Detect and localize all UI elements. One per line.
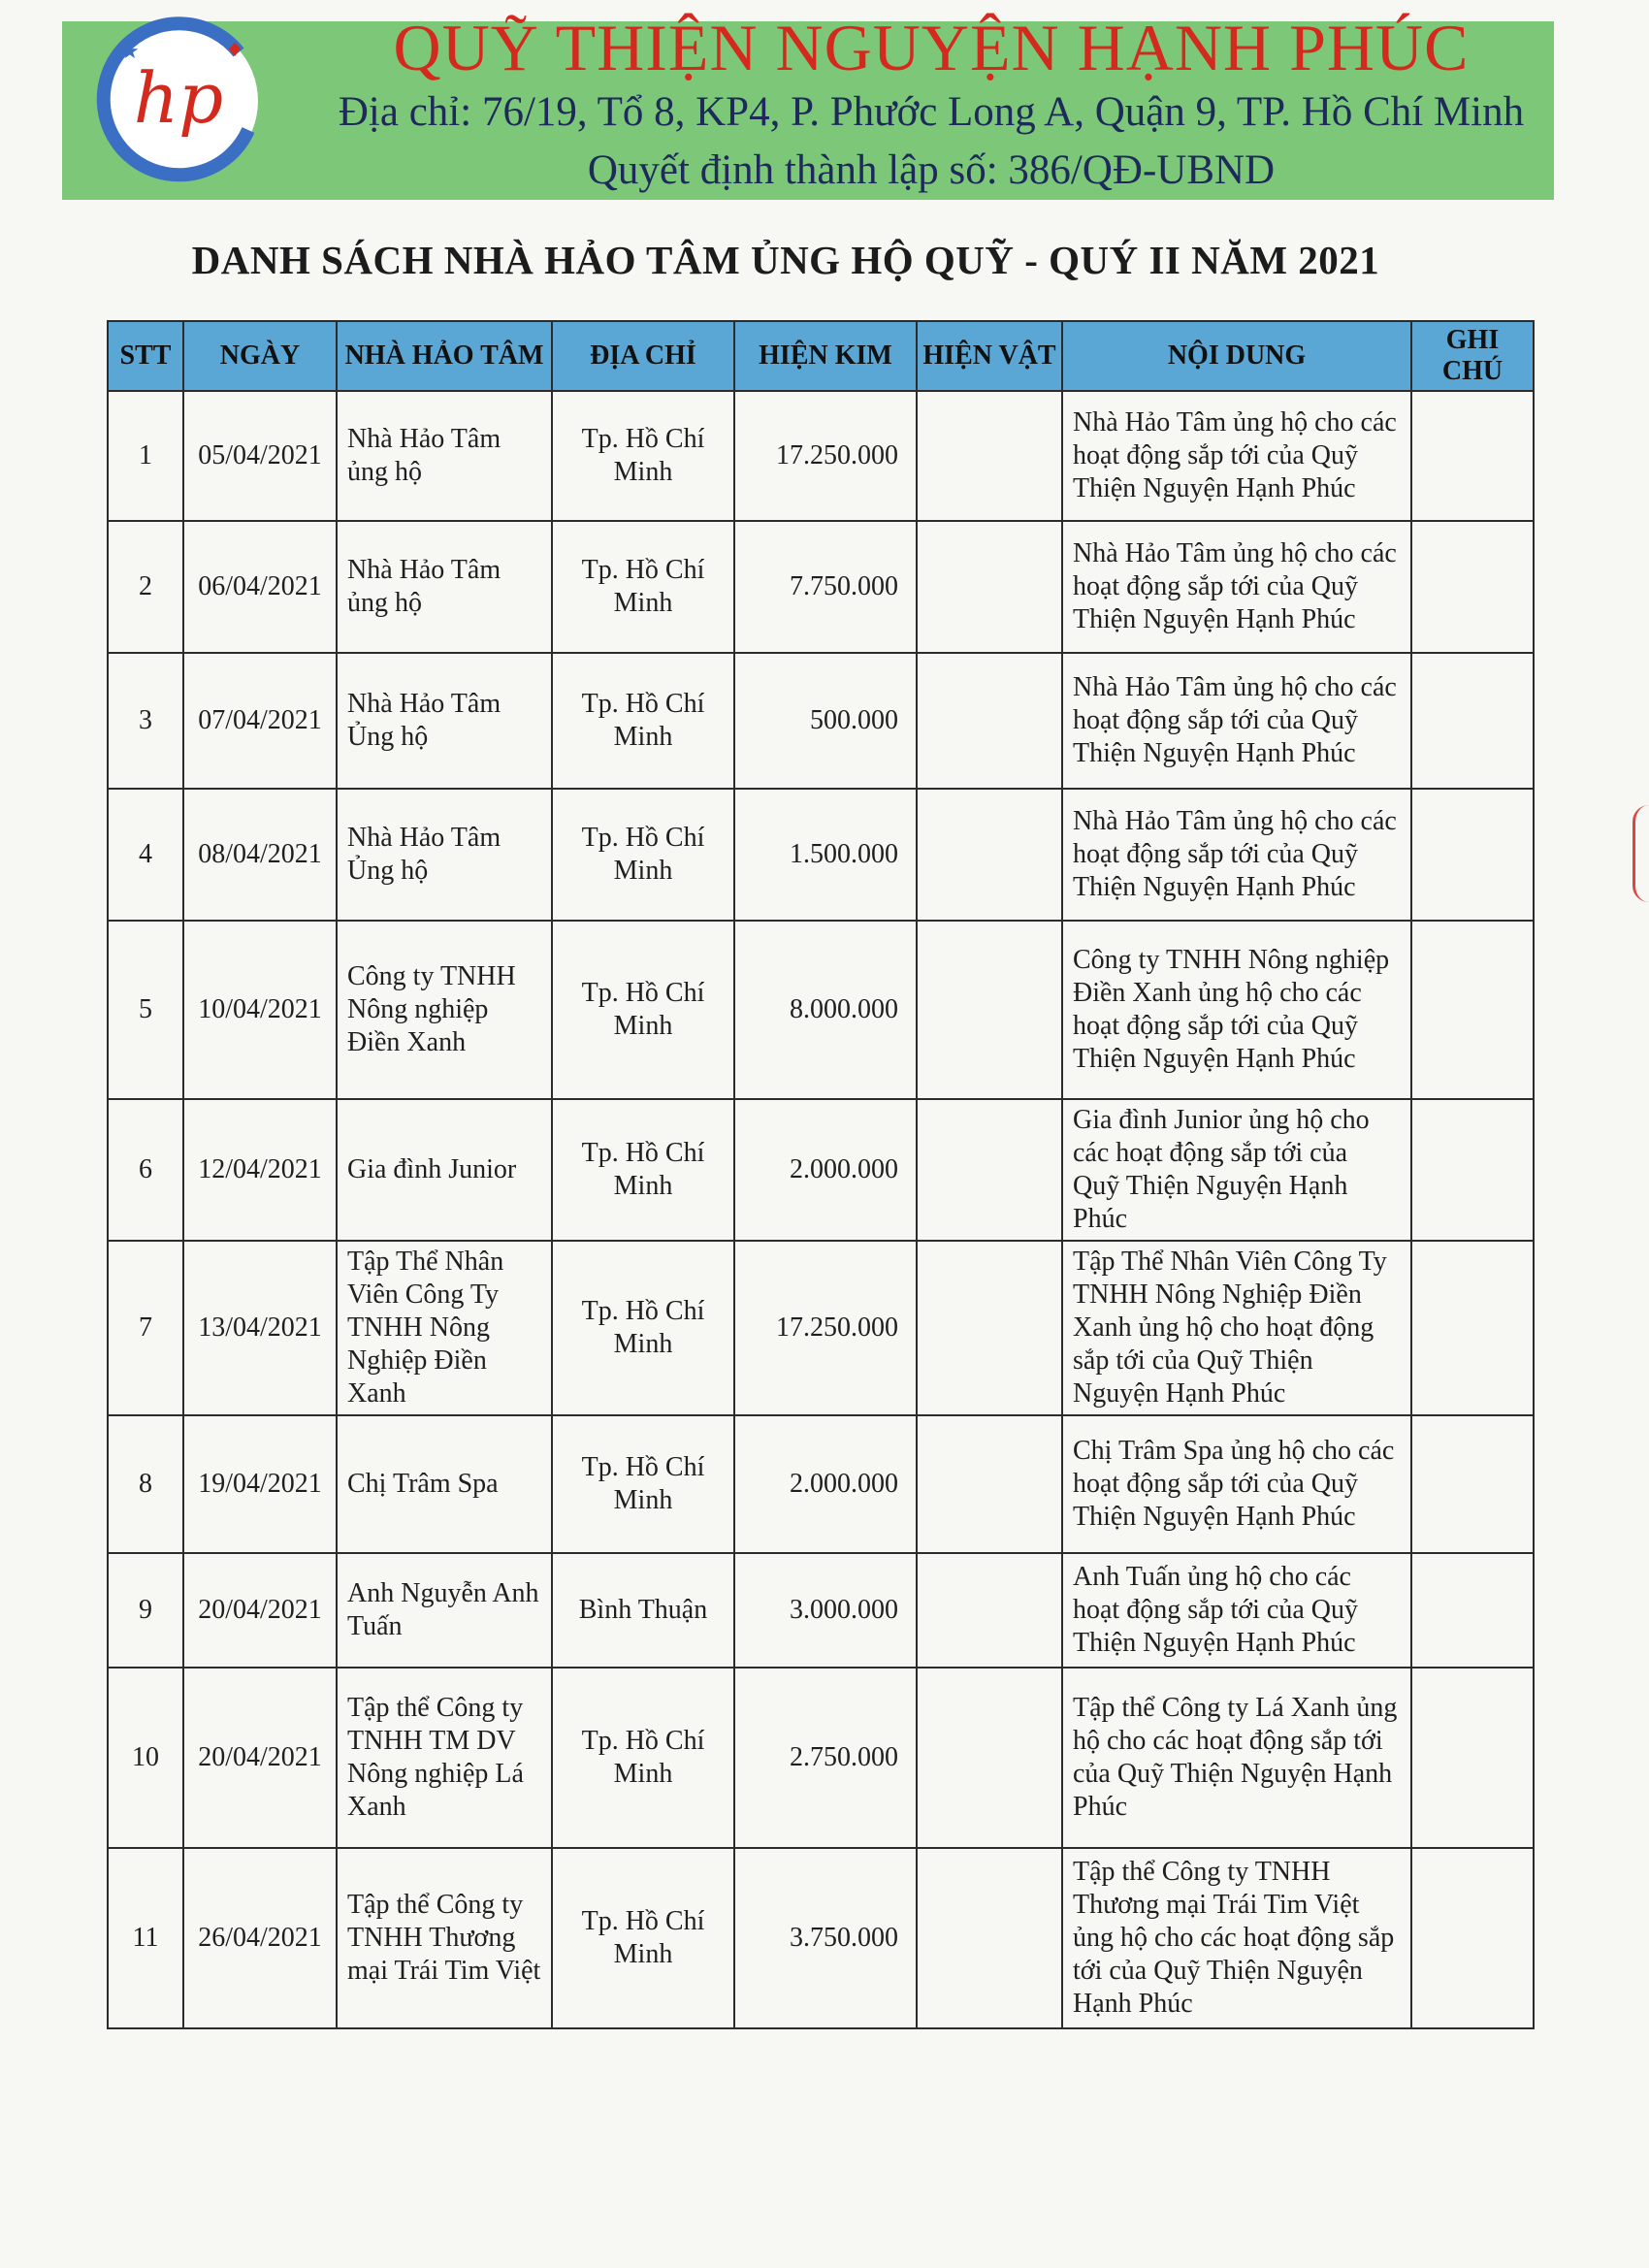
cell-note	[1411, 653, 1534, 789]
table-row	[108, 1553, 1534, 1668]
table-row	[108, 789, 1534, 921]
cell-note	[1411, 521, 1534, 653]
cell-goods	[917, 1553, 1062, 1668]
cell-stt: 8	[108, 1415, 183, 1553]
cell-goods	[917, 1848, 1062, 2028]
cell-donor: Nhà Hảo Tâm ủng hộ	[337, 521, 552, 653]
cell-date: 08/04/2021	[183, 789, 337, 921]
cell-content: Công ty TNHH Nông nghiệp Điền Xanh ủng hộ cho các hoạt động sắp tới của Quỹ Thiện Nguyện Hạnh Phúc	[1062, 921, 1411, 1099]
donor-table	[107, 320, 1535, 2029]
cell-goods	[917, 921, 1062, 1099]
column-header-content: NỘI DUNG	[1062, 321, 1411, 391]
table-row	[108, 653, 1534, 789]
cell-content: Anh Tuấn ủng hộ cho các hoạt động sắp tới của Quỹ Thiện Nguyện Hạnh Phúc	[1062, 1553, 1411, 1668]
organization-address: Địa chỉ: 76/19, Tổ 8, KP4, P. Phước Long A, Quận 9, TP. Hồ Chí Minh	[338, 89, 1525, 135]
cell-cash: 2.750.000	[734, 1668, 917, 1848]
cell-note	[1411, 921, 1534, 1099]
cell-date: 26/04/2021	[183, 1848, 337, 2028]
cell-donor: Nhà Hảo Tâm ủng hộ	[337, 391, 552, 521]
cell-content: Chị Trâm Spa ủng hộ cho các hoạt động sắp tới của Quỹ Thiện Nguyện Hạnh Phúc	[1062, 1415, 1411, 1553]
cell-donor: Tập thể Công ty TNHH TM DV Nông nghiệp Lá Xanh	[337, 1668, 552, 1848]
cell-goods	[917, 391, 1062, 521]
cell-address: Bình Thuận	[552, 1553, 734, 1668]
table-row	[108, 1241, 1534, 1415]
establishment-decision: Quyết định thành lập số: 386/QĐ-UBND	[587, 147, 1276, 193]
document-title: DANH SÁCH NHÀ HẢO TÂM ỦNG HỘ QUỸ - QUÝ II NĂM 2021	[191, 238, 1380, 282]
cell-stt: 11	[108, 1848, 183, 2028]
cell-content: Gia đình Junior ủng hộ cho các hoạt động sắp tới của Quỹ Thiện Nguyện Hạnh Phúc	[1062, 1099, 1411, 1241]
cell-cash: 3.000.000	[734, 1553, 917, 1668]
cell-date: 13/04/2021	[183, 1241, 337, 1415]
cell-note	[1411, 1241, 1534, 1415]
svg-text:hp: hp	[133, 57, 224, 139]
table-body	[108, 391, 1534, 2028]
cell-address: Tp. Hồ Chí Minh	[552, 521, 734, 653]
column-header-date: NGÀY	[183, 321, 337, 391]
column-header-stt: STT	[108, 321, 183, 391]
cell-stt: 1	[108, 391, 183, 521]
cell-date: 19/04/2021	[183, 1415, 337, 1553]
cell-date: 10/04/2021	[183, 921, 337, 1099]
cell-date: 12/04/2021	[183, 1099, 337, 1241]
cell-content: Tập thể Công ty Lá Xanh ủng hộ cho các hoạt động sắp tới của Quỹ Thiện Nguyện Hạnh Phúc	[1062, 1668, 1411, 1848]
table-row	[108, 921, 1534, 1099]
table-row	[108, 391, 1534, 521]
cell-stt: 4	[108, 789, 183, 921]
cell-date: 05/04/2021	[183, 391, 337, 521]
cell-date: 20/04/2021	[183, 1668, 337, 1848]
cell-address: Tp. Hồ Chí Minh	[552, 921, 734, 1099]
cell-stt: 7	[108, 1241, 183, 1415]
donor-table-wrapper	[107, 320, 1533, 2029]
cell-address: Tp. Hồ Chí Minh	[552, 1848, 734, 2028]
cell-goods	[917, 1099, 1062, 1241]
cell-address: Tp. Hồ Chí Minh	[552, 789, 734, 921]
cell-cash: 17.250.000	[734, 1241, 917, 1415]
cell-content: Nhà Hảo Tâm ủng hộ cho các hoạt động sắp tới của Quỹ Thiện Nguyện Hạnh Phúc	[1062, 521, 1411, 653]
cell-stt: 6	[108, 1099, 183, 1241]
cell-cash: 2.000.000	[734, 1415, 917, 1553]
cell-stt: 2	[108, 521, 183, 653]
cell-donor: Gia đình Junior	[337, 1099, 552, 1241]
column-header-note: GHI CHÚ	[1411, 321, 1534, 391]
cell-address: Tp. Hồ Chí Minh	[552, 1415, 734, 1553]
cell-address: Tp. Hồ Chí Minh	[552, 1668, 734, 1848]
table-row	[108, 1668, 1534, 1848]
cell-cash: 3.750.000	[734, 1848, 917, 2028]
cell-stt: 9	[108, 1553, 183, 1668]
cell-address: Tp. Hồ Chí Minh	[552, 391, 734, 521]
cell-stt: 3	[108, 653, 183, 789]
cell-date: 06/04/2021	[183, 521, 337, 653]
cell-note	[1411, 1668, 1534, 1848]
cell-goods	[917, 1241, 1062, 1415]
column-header-address: ĐỊA CHỈ	[552, 321, 734, 391]
cell-note	[1411, 1099, 1534, 1241]
column-header-goods: HIỆN VẬT	[917, 321, 1062, 391]
table-row	[108, 1848, 1534, 2028]
cell-donor: Chị Trâm Spa	[337, 1415, 552, 1553]
cell-goods	[917, 1668, 1062, 1848]
cell-address: Tp. Hồ Chí Minh	[552, 1099, 734, 1241]
column-header-donor: NHÀ HẢO TÂM	[337, 321, 552, 391]
organization-name: QUỸ THIỆN NGUYỆN HẠNH PHÚC	[393, 11, 1470, 84]
cell-donor: Anh Nguyễn Anh Tuấn	[337, 1553, 552, 1668]
cell-date: 20/04/2021	[183, 1553, 337, 1668]
cell-content: Nhà Hảo Tâm ủng hộ cho các hoạt động sắp tới của Quỹ Thiện Nguyện Hạnh Phúc	[1062, 391, 1411, 521]
cell-address: Tp. Hồ Chí Minh	[552, 1241, 734, 1415]
cell-cash: 8.000.000	[734, 921, 917, 1099]
cell-cash: 500.000	[734, 653, 917, 789]
cell-content: Nhà Hảo Tâm ủng hộ cho các hoạt động sắp tới của Quỹ Thiện Nguyện Hạnh Phúc	[1062, 789, 1411, 921]
table-row	[108, 1099, 1534, 1241]
cell-donor: Tập Thể Nhân Viên Công Ty TNHH Nông Nghiệp Điền Xanh	[337, 1241, 552, 1415]
cell-note	[1411, 789, 1534, 921]
cell-content: Tập thể Công ty TNHH Thương mại Trái Tim Việt ủng hộ cho các hoạt động sắp tới của Quỹ Thiện Nguyện Hạnh Phúc	[1062, 1848, 1411, 2028]
cell-address: Tp. Hồ Chí Minh	[552, 653, 734, 789]
table-row	[108, 521, 1534, 653]
column-header-cash: HIỆN KIM	[734, 321, 917, 391]
cell-goods	[917, 521, 1062, 653]
cell-content: Nhà Hảo Tâm ủng hộ cho các hoạt động sắp tới của Quỹ Thiện Nguyện Hạnh Phúc	[1062, 653, 1411, 789]
cell-note	[1411, 1848, 1534, 2028]
table-row	[108, 1415, 1534, 1553]
organization-logo	[93, 14, 268, 188]
cell-cash: 7.750.000	[734, 521, 917, 653]
table-header-row	[108, 321, 1534, 391]
cell-content: Tập Thể Nhân Viên Công Ty TNHH Nông Nghiệp Điền Xanh ủng hộ cho hoạt động sắp tới của Quỹ Thiện Nguyện Hạnh Phúc	[1062, 1241, 1411, 1415]
cell-goods	[917, 1415, 1062, 1553]
cell-cash: 1.500.000	[734, 789, 917, 921]
cell-goods	[917, 789, 1062, 921]
cell-donor: Tập thể Công ty TNHH Thương mại Trái Tim Việt	[337, 1848, 552, 2028]
cell-stt: 5	[108, 921, 183, 1099]
cell-note	[1411, 1415, 1534, 1553]
punch-hole-mark	[1633, 805, 1649, 902]
cell-cash: 2.000.000	[734, 1099, 917, 1241]
cell-donor: Nhà Hảo Tâm Ủng hộ	[337, 653, 552, 789]
cell-goods	[917, 653, 1062, 789]
cell-note	[1411, 391, 1534, 521]
cell-donor: Nhà Hảo Tâm Ủng hộ	[337, 789, 552, 921]
cell-cash: 17.250.000	[734, 391, 917, 521]
cell-donor: Công ty TNHH Nông nghiệp Điền Xanh	[337, 921, 552, 1099]
svg-text:★: ★	[120, 39, 140, 63]
cell-note	[1411, 1553, 1534, 1668]
cell-stt: 10	[108, 1668, 183, 1848]
cell-date: 07/04/2021	[183, 653, 337, 789]
